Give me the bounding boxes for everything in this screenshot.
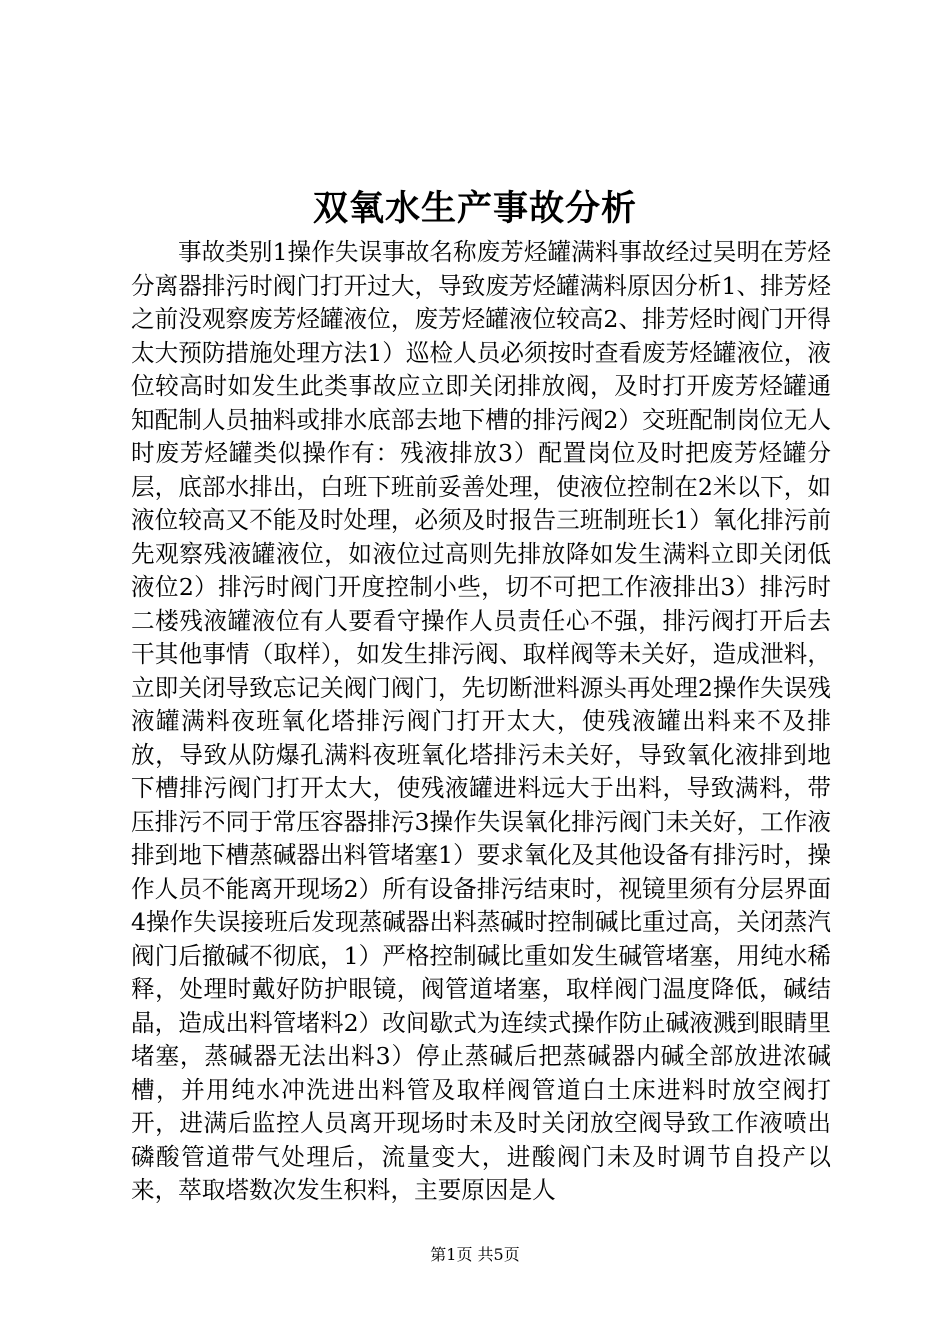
document-title: 双氧水生产事故分析 [312, 188, 637, 229]
page-footer: 第1页 共5页 [430, 1245, 520, 1264]
document-body-paragraph: 事故类别1操作失误事故名称废芳烃罐满料事故经过吴明在芳烃分离器排污时阀门打开过大，导致废芳烃罐满料原因分析1、排芳烃之前没观察废芳烃罐液位，废芳烃罐液位较高2、排芳烃时阀门开得太大预防措施处理方法1）巡检人员必须按时查看废芳烃罐液位，液位较高时如发生此类事故应立即关闭排放阀，及时打开废芳烃罐通知配制人员抽料或排水底部去地下槽的排污阀2）交班配制岗位无人时废芳烃罐类似操作有：残液排放3）配置岗位及时把废芳烃罐分层，底部水排出，白班下班前妥善处理，使液位控制在2米以下，如液位较高又不能及时处理，必须及时报告三班制班长1）氧化排污前先观察残液罐液位，如液位过高则先排放降如发生满料立即关闭低液位2）排污时阀门开度控制小些，切不可把工作液排出3）排污时二楼残液罐液位有人要看守操作人员责任心不强，排污阀打开后去干其他事情（取样），如发生排污阀、取样阀等未关好，造成泄料，立即关闭导致忘记关阀门阀门，先切断泄料源头再处理2操作失误残液罐满料夜班氧化塔排污阀门打开太大，使残液罐出料来不及排放，导致从防爆孔满料夜班氧化塔排污未关好，导致氧化液排到地下槽排污阀门打开太大，使残液罐进料远大于出料，导致满料，带压排污不同于常压容器排污3操作失误氧化排污阀门未关好，工作液排到地下槽蒸碱器出料管堵塞1）要求氧化及其他设备有排污时，操作人员不能离开现场2）所有设备排污结束时，视镜里须有分层界面4操作失误接班后发现蒸碱器出料蒸碱时控制碱比重过高，关闭蒸汽阀门后撤碱不彻底，1）严格控制碱比重如发生碱管堵塞，用纯水稀释，处理时戴好防护眼镜，阀管道堵塞，取样阀门温度降低，碱结晶，造成出料管堵料2）改间歇式为连续式操作防止碱液溅到眼睛里堵塞，蒸碱器无法出料3）停止蒸碱后把蒸碱器内碱全部放进浓碱槽，并用纯水冲洗进出料管及取样阀管道白土床进料时放空阀打开，进满后监控人员离开现场时未及时关闭放空阀导致工作液喷出磷酸管道带气处理后，流量变大，进酸阀门未及时调节自投产以来，萃取塔数次发生积料，主要原因是人 [131, 238, 831, 1204]
